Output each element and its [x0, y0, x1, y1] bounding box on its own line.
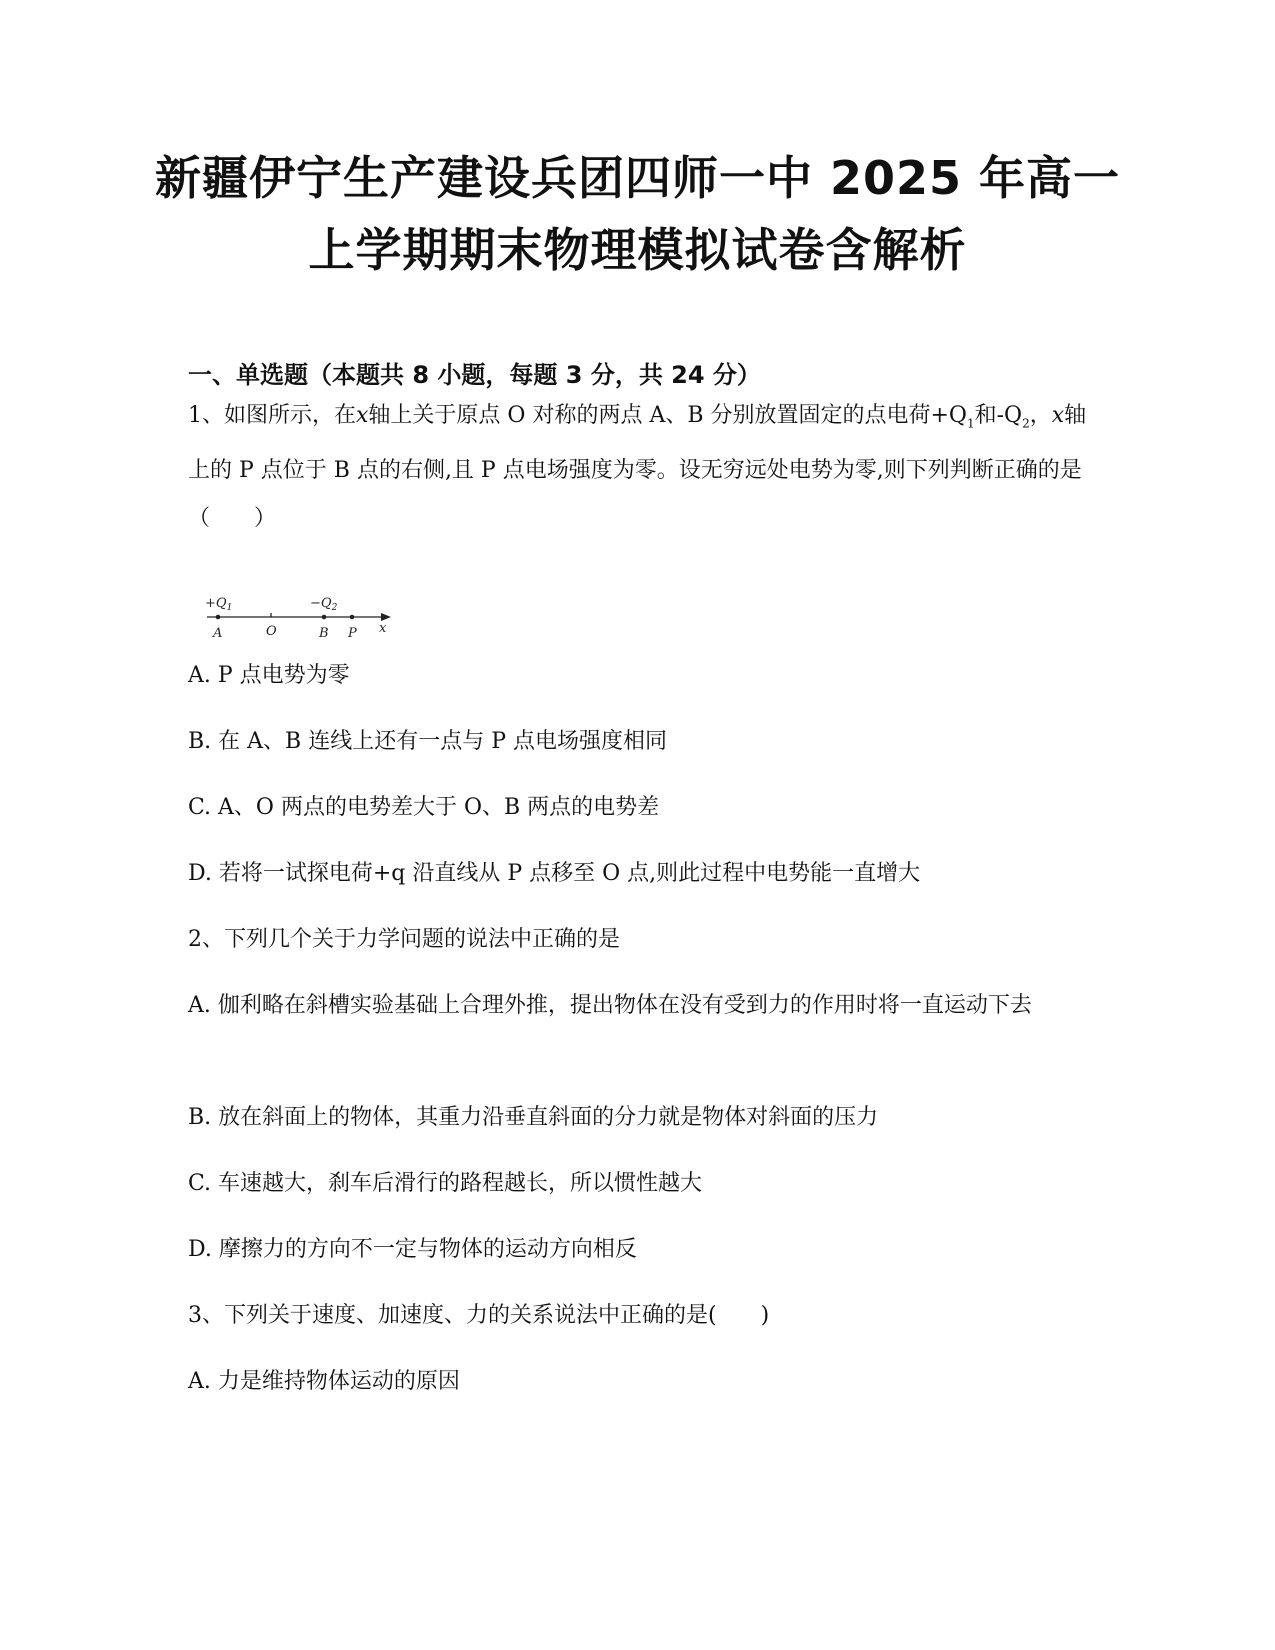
- label-plus-q1: $+Q_1$: [205, 596, 233, 613]
- label-axis-x: x: [379, 621, 387, 636]
- section-heading: 一、单选题（本题共 8 小题，每题 3 分，共 24 分）: [188, 361, 761, 389]
- q2-option-b: B. 放在斜面上的物体，其重力沿垂直斜面的分力就是物体对斜面的压力: [188, 1105, 879, 1130]
- document-title-line-1: 新疆伊宁生产建设兵团四师一中 2025 年高一: [154, 151, 1121, 205]
- q1-option-a: A. P 点电势为零: [188, 663, 350, 688]
- q1-option-c: C. A、O 两点的电势差大于 O、B 两点的电势差: [188, 795, 660, 820]
- point-a-dot: [216, 615, 221, 620]
- label-minus-q2: $-Q_2$: [310, 596, 338, 613]
- q2-option-d: D. 摩擦力的方向不一定与物体的运动方向相反: [188, 1237, 637, 1262]
- label-point-a: A: [213, 626, 223, 641]
- axis-arrow-icon: [381, 613, 391, 621]
- point-b-dot: [322, 615, 327, 620]
- q2-option-a: A. 伽利略在斜槽实验基础上合理外推，提出物体在没有受到力的作用时将一直运动下去: [188, 993, 1032, 1018]
- question-3-text: 3、下列关于速度、加速度、力的关系说法中正确的是( ): [188, 1303, 770, 1328]
- question-1-text: 1、如图所示，在x轴上关于原点 O 对称的两点 A、B 分别放置固定的点电荷$+Q_1$和$-Q_2$，x轴上的 P 点位于 B 点的右侧,且 P 点电场强度为零。设无穷远处电势为零,则下列判断正确的是（ ）: [188, 403, 1087, 532]
- label-origin: O: [266, 624, 277, 639]
- q2-option-c: C. 车速越大，刹车后滑行的路程越长，所以惯性越大: [188, 1171, 703, 1196]
- q3-option-a: A. 力是维持物体运动的原因: [188, 1369, 460, 1394]
- question-2-text: 2、下列几个关于力学问题的说法中正确的是: [188, 927, 620, 952]
- label-point-b: B: [319, 626, 329, 641]
- document-title-line-2: 上学期期末物理模拟试卷含解析: [308, 223, 967, 277]
- q1-option-b: B. 在 A、B 连线上还有一点与 P 点电场强度相同: [188, 729, 667, 754]
- label-point-p: P: [348, 626, 357, 641]
- point-p-dot: [350, 615, 355, 620]
- q1-option-d: D. 若将一试探电荷+q 沿直线从 P 点移至 O 点,则此过程中电势能一直增大: [188, 861, 921, 886]
